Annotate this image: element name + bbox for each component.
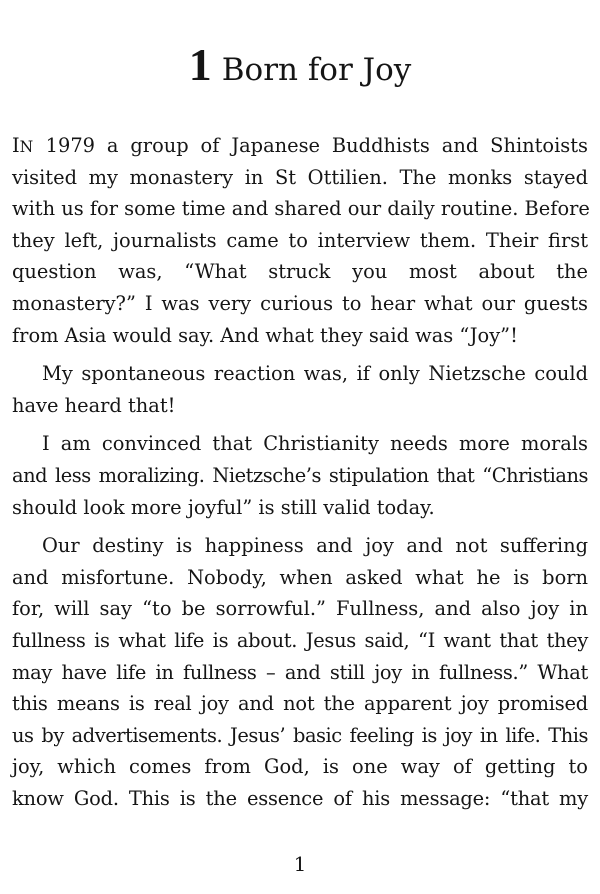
text-line: visited my monastery in St Ottilien. The monks stayed	[12, 165, 588, 189]
text-line: for, will say “to be sorrowful.” Fullness, and also joy in	[12, 597, 588, 621]
text-line: they left, journalists came to interview them. Their first	[12, 228, 588, 252]
text-line: Our destiny is happiness and joy and not suffering	[42, 534, 588, 558]
text-line: should look more joyful” is still valid today.	[12, 495, 435, 519]
text-line: question was, “What struck you most about the	[12, 260, 588, 284]
small-caps-lead: N	[19, 138, 34, 156]
chapter-title: Born for Joy	[221, 52, 412, 88]
chapter-number: 1	[188, 39, 212, 90]
body-text	[12, 130, 588, 814]
text-line: joy, which comes from God, is one way of getting to	[12, 755, 588, 779]
text-line: have heard that!	[12, 393, 176, 417]
text-line	[12, 130, 588, 162]
text-line: I am convinced that Christianity needs more morals	[42, 432, 588, 456]
text-line: may have life in fullness – and still joy in fullness.” What	[12, 660, 588, 684]
text-line: with us for some time and shared our daily routine. Before	[12, 197, 590, 221]
chapter-heading	[0, 38, 600, 91]
text-line: know God. This is the essence of his message: “that my	[12, 786, 588, 810]
text-line: from Asia would say. And what they said was “Joy”!	[12, 323, 518, 347]
text-line: monastery?” I was very curious to hear what our guests	[12, 291, 588, 315]
text-line: My spontaneous reaction was, if only Nietzsche could	[42, 362, 588, 386]
text-line: us by advertisements. Jesus’ basic feeling is joy in life. This	[12, 723, 588, 747]
text-line-content: 1979 a group of Japanese Buddhists and Shintoists	[33, 134, 588, 157]
text-line: fullness is what life is about. Jesus said, “I want that they	[12, 628, 588, 652]
text-line: this means is real joy and not the apparent joy promised	[12, 692, 588, 716]
drop-initial: I	[12, 134, 20, 157]
text-line: and misfortune. Nobody, when asked what he is born	[12, 565, 588, 589]
page-number: 1	[293, 852, 307, 876]
text-line: and less moralizing. Nietzsche’s stipulation that “Christians	[12, 463, 588, 487]
